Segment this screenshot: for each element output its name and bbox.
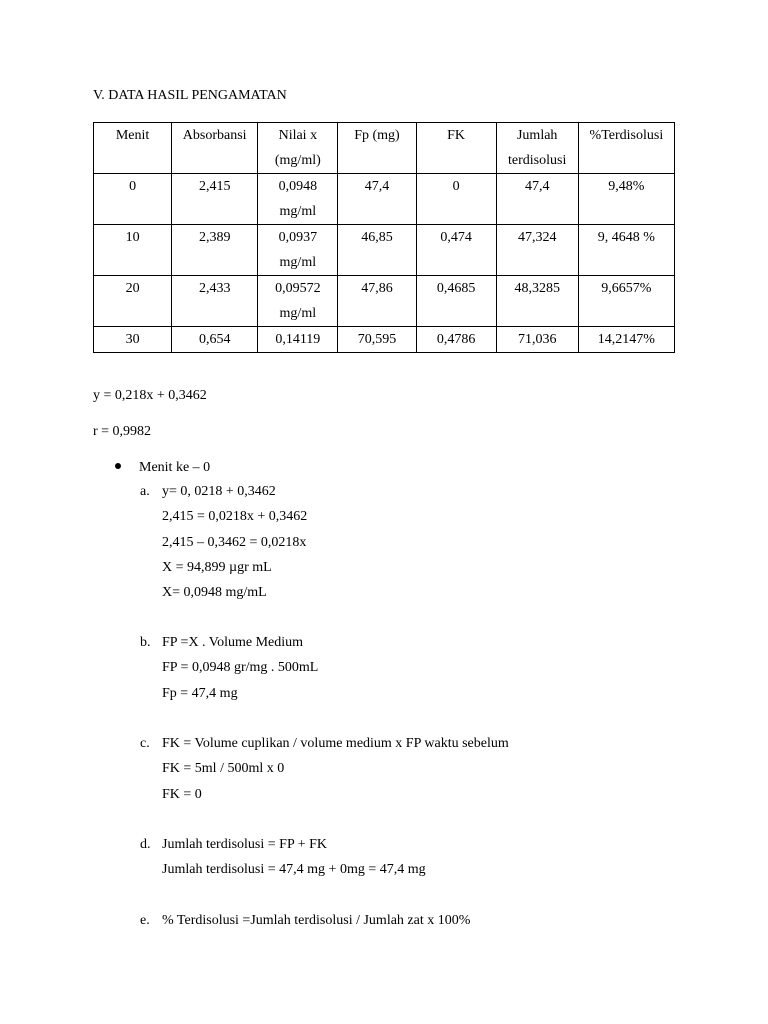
bullet-icon [115,463,121,469]
table-cell: 46,85 [338,225,416,276]
table-cell: 2,389 [172,225,258,276]
formula-line: FP = 0,0948 gr/mg . 500mL [162,660,319,676]
table-cell: 47,324 [496,225,578,276]
step-marker: e. [140,913,150,928]
formula-line: Fp = 47,4 mg [162,685,238,701]
table-cell: 0 [94,174,172,225]
step-e [140,908,471,933]
table-cell: 10 [94,225,172,276]
table-cell: 47,4 [496,174,578,225]
header-cell: Absorbansi [172,123,258,174]
table-cell: 0,14119 [258,327,338,353]
bullet-label: Menit ke – 0 [139,460,211,475]
step-b [140,630,319,706]
table-cell: 20 [94,276,172,327]
formula-line: X = 94,899 µgr mL [162,559,272,575]
table-cell: 0,09572 mg/ml [258,276,338,327]
table-cell: 2,415 [172,174,258,225]
step-marker: b. [140,635,151,650]
table-cell: 14,2147% [578,327,674,353]
table-row [94,225,675,276]
header-cell: Fp (mg) [338,123,416,174]
table-cell: 2,433 [172,276,258,327]
table-cell: 0,0937 mg/ml [258,225,338,276]
observation-table [93,122,675,353]
table-cell: 47,86 [338,276,416,327]
table-header-row [94,123,675,174]
formula-line: % Terdisolusi =Jumlah terdisolusi / Jumlah zat x 100% [162,913,471,928]
table-cell: 30 [94,327,172,353]
step-a [140,479,308,605]
header-cell: FK [416,123,496,174]
table-row [94,327,675,353]
table-cell: 0,4786 [416,327,496,353]
table-cell: 9,48% [578,174,674,225]
table-cell: 0,474 [416,225,496,276]
table-cell: 48,3285 [496,276,578,327]
header-cell: %Terdisolusi [578,123,674,174]
formula-line: y= 0, 0218 + 0,3462 [162,484,276,499]
step-marker: d. [140,837,151,852]
formula-line: Jumlah terdisolusi = 47,4 mg + 0mg = 47,4 mg [162,862,426,878]
table-cell: 47,4 [338,174,416,225]
formula-line: FK = 0 [162,786,202,802]
header-cell: Nilai x (mg/ml) [258,123,338,174]
table-cell: 70,595 [338,327,416,353]
formula-line: FK = Volume cuplikan / volume medium x FP waktu sebelum [162,736,509,751]
table-cell: 0,4685 [416,276,496,327]
table-cell: 9,6657% [578,276,674,327]
step-marker: c. [140,736,150,751]
table-cell: 0,0948 mg/ml [258,174,338,225]
bullet-item [115,459,210,477]
regression-equation: y = 0,218x + 0,3462 [93,388,207,403]
formula-line: 2,415 – 0,3462 = 0,0218x [162,534,307,550]
table-row [94,174,675,225]
formula-line: Jumlah terdisolusi = FP + FK [162,837,328,852]
step-marker: a. [140,484,150,499]
formula-line: X= 0,0948 mg/mL [162,585,267,601]
formula-line: 2,415 = 0,0218x + 0,3462 [162,509,308,525]
table-row [94,276,675,327]
header-cell: Jumlah terdisolusi [496,123,578,174]
step-c [140,731,509,807]
section-heading: V. DATA HASIL PENGAMATAN [93,88,287,103]
table-cell: 9, 4648 % [578,225,674,276]
correlation-coefficient: r = 0,9982 [93,424,152,439]
step-d [140,832,426,883]
header-cell: Menit [94,123,172,174]
table-cell: 0 [416,174,496,225]
table-cell: 0,654 [172,327,258,353]
formula-line: FP =X . Volume Medium [162,635,304,650]
formula-line: FK = 5ml / 500ml x 0 [162,761,285,777]
table-cell: 71,036 [496,327,578,353]
